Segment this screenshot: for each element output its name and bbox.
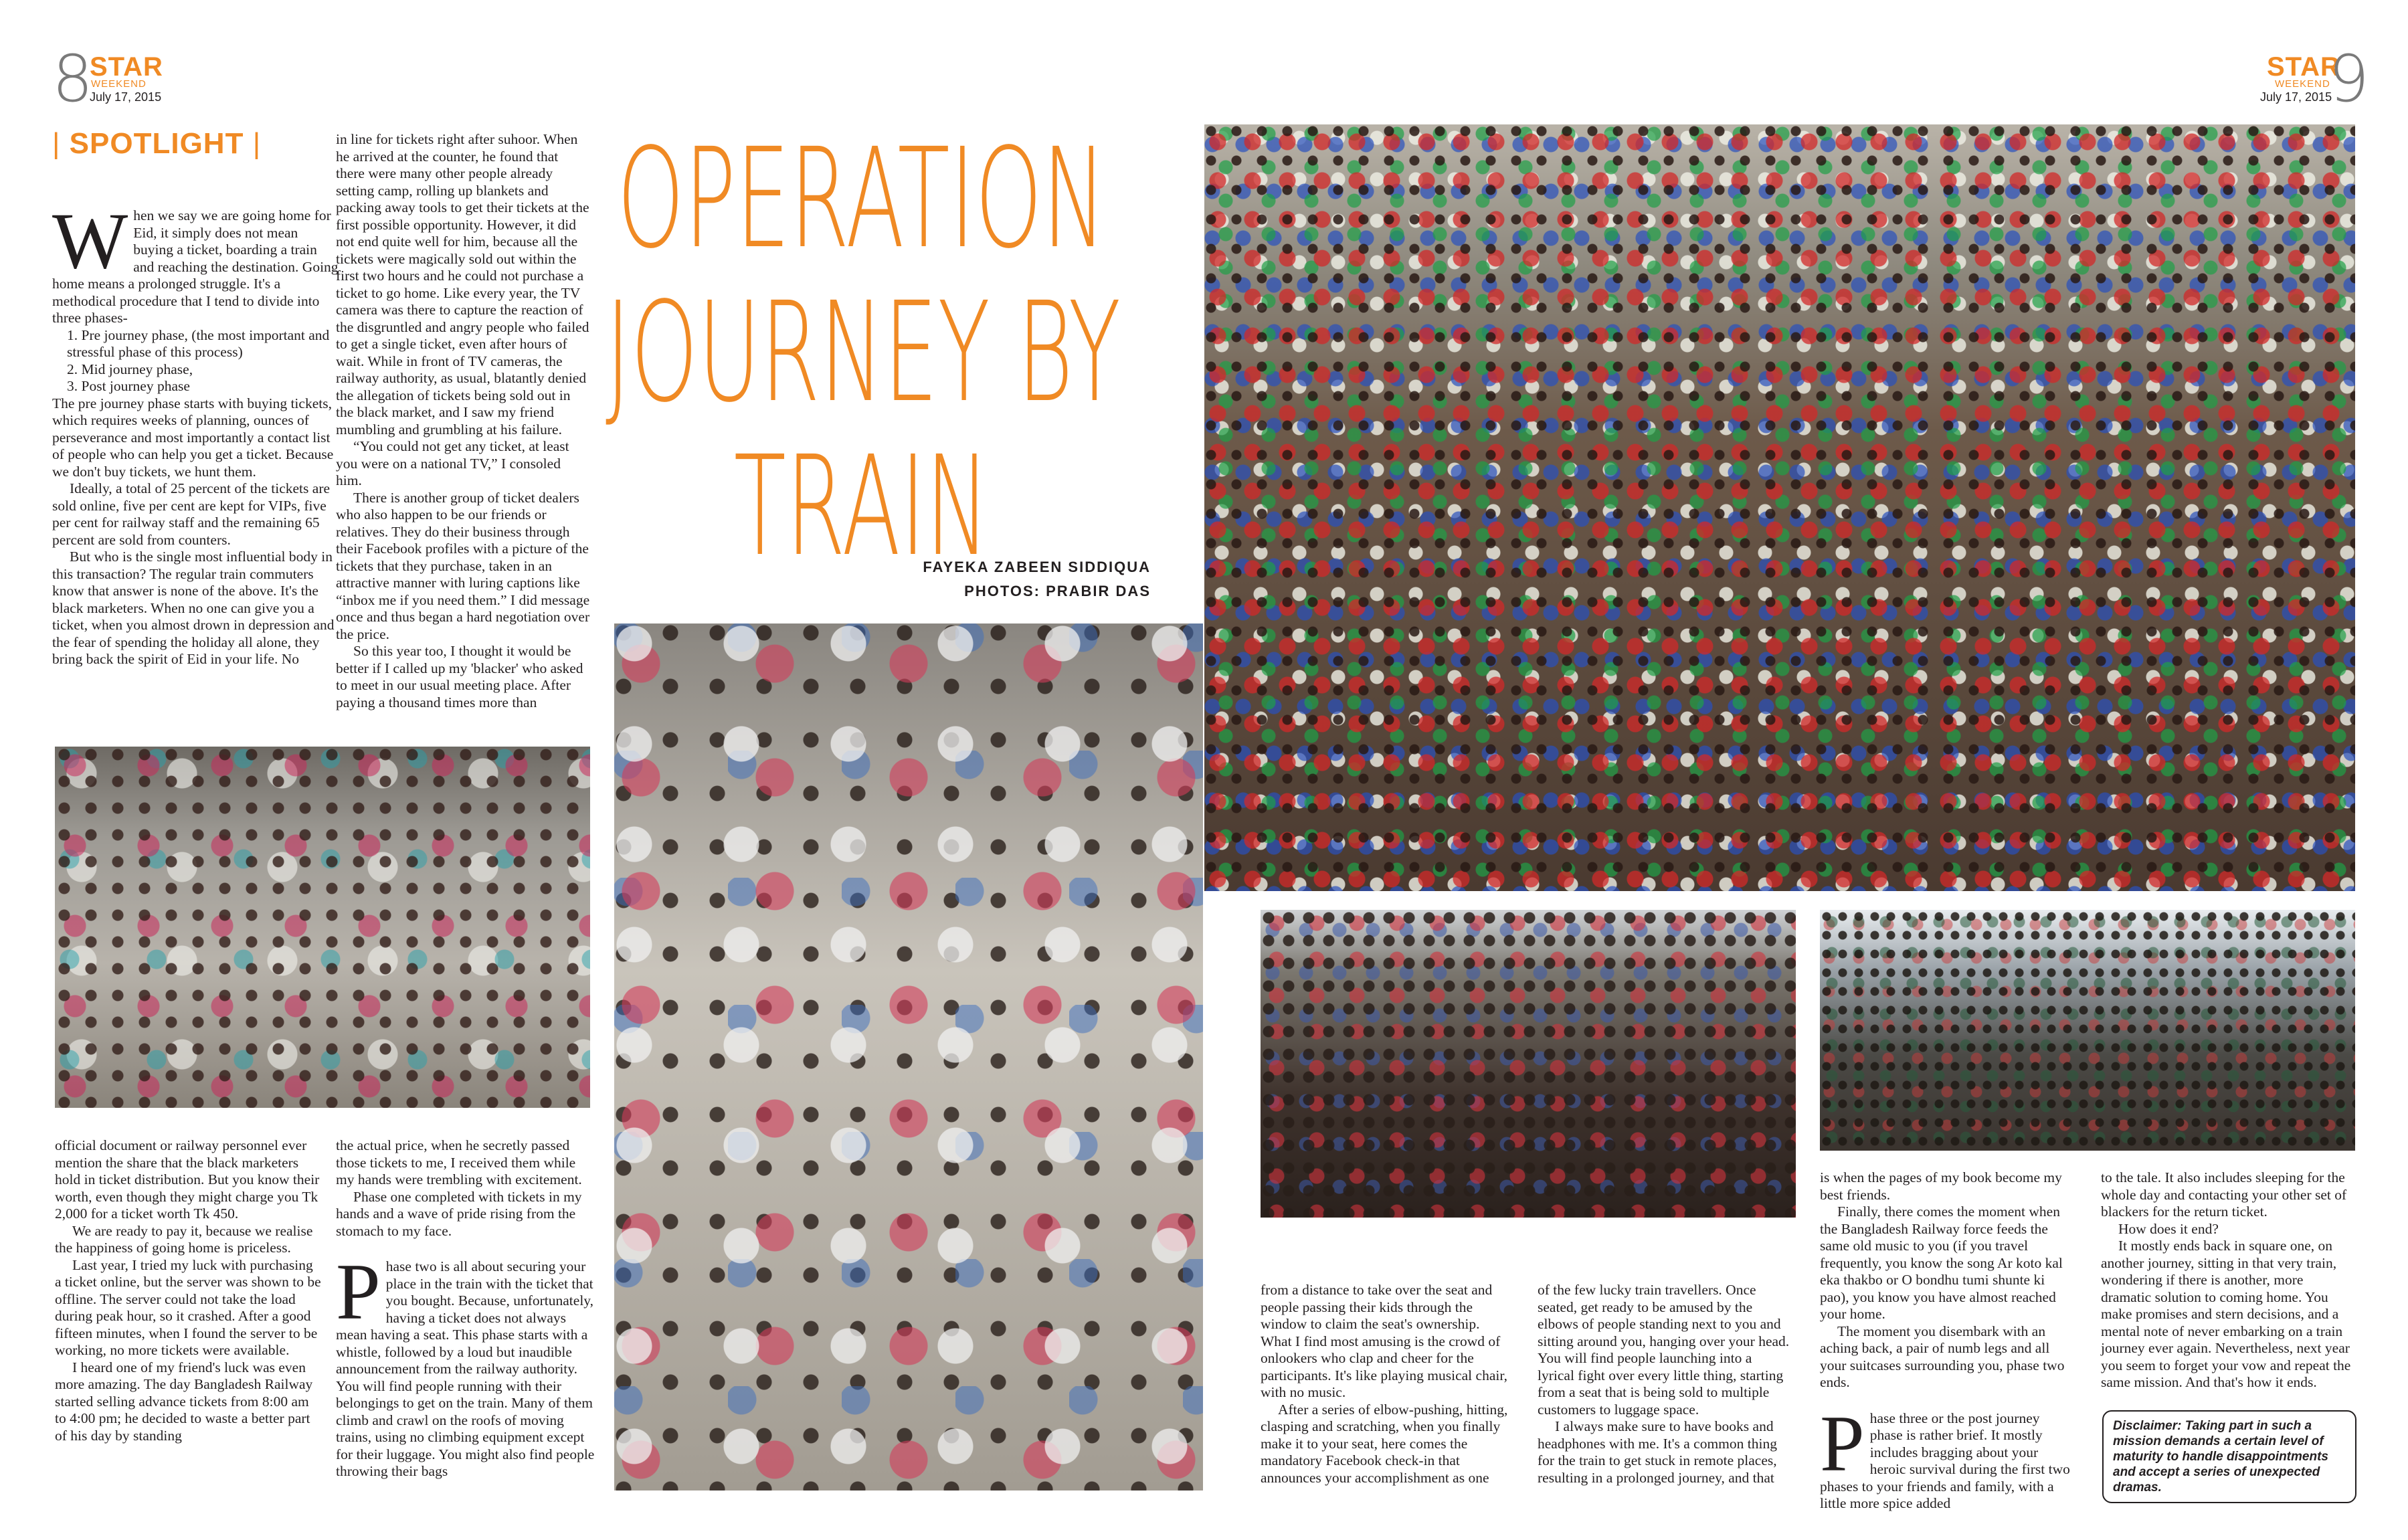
phase-three-paragraph — [1820, 1398, 2074, 1513]
section-text: SPOTLIGHT — [69, 127, 244, 160]
article-column-3 — [55, 1137, 322, 1444]
paragraph: But who is the single most influential body in this transaction? The regular train commuters know that answer is none of the above. It's the black marketers. When no one can give you a ticket, when you almost drown in depression and the fear of spending the holiday all alone, they bring back the spirit of Eid in your life. No — [52, 549, 335, 667]
dropcap-p: P — [336, 1247, 381, 1336]
headline-line-2: JOURNEY BY — [606, 272, 1121, 433]
phase-list-item: 2. Mid journey phase, — [67, 361, 193, 377]
photo-people-sitting-on-floor — [55, 747, 590, 1108]
paragraph: I heard one of my friend's luck was even more amazing. The day Bangladesh Railway started selling advance tickets from 8:00 am to 4:00 pm; he decided to waste a better part of his day by standing — [55, 1359, 313, 1444]
paragraph: “You could not get any ticket, at least you were on a national TV,” I consoled him. — [336, 438, 569, 488]
dropcap-w: W — [52, 196, 128, 285]
paragraph: So this year too, I thought it would be better if I called up my 'blacker' who asked to meet in our usual meeting place. After paying a thousand times more than — [336, 643, 583, 710]
paragraph: official document or railway personnel ever mention the share that the black marketers hold in ticket distribution. But you know their worth, even though they might charge you Tk 2,000 for a ticket worth Tk 450. — [55, 1137, 320, 1222]
dropcap-p: P — [1820, 1398, 1865, 1488]
paragraph: is when the pages of my book become my best friends. — [1820, 1169, 2062, 1203]
paragraph: It mostly ends back in square one, on another journey, sitting in that very train, wondering if there is another, more dramatic solution to coming home. You make promises and stern decisions, and a mental note of never embarking on a train journey ever again. Nevertheless, next year you seem to forget your vow and repeat the same mission. And that's how it ends. — [2101, 1238, 2351, 1390]
paragraph: Ideally, a total of 25 percent of the tickets are sold online, five per cent are kept for VIPs, five per cent for railway staff and the remaining 65 percent are sold from counters. — [52, 480, 331, 548]
date-right: July 17, 2015 — [2260, 90, 2332, 104]
phase-three-text: hase three or the post journey phase is rather brief. It mostly includes bragging about your heroic survival during the first two phases to your friends and family, with a little more spice added — [1820, 1410, 2070, 1511]
paragraph: from a distance to take over the seat and people passing their kids through the window to claim the seat's ownership. What I find most amusing is the crowd of onlookers who clap and cheer for the participants. It's like playing musical chair, with no music. — [1261, 1282, 1508, 1400]
headline-line-1: OPERATION — [617, 118, 1107, 279]
article-column-7 — [1820, 1169, 2074, 1513]
phase-list-item: 1. Pre journey phase, (the most important and stressful phase of this process) — [67, 326, 330, 360]
phase-two-text: hase two is all about securing your place in the train with the ticket that you bought. Because, unfortunately, having a ticket does not always mean having a seat. This phase starts with a whistle, followed by a loud but inaudible announcement from the railway authority. You will find people running with their belongings to get on the train. Many of them climb and crawl on the roofs of moving trains, using no climbing equipment except for their luggage. You might also find people throwing their bags — [336, 1258, 595, 1479]
right-page-number: 9 — [2328, 41, 2370, 116]
article-column-4 — [336, 1137, 595, 1480]
section-bar-right: | — [252, 127, 262, 160]
left-page-number: 8 — [52, 41, 94, 116]
intro-paragraph: hen we say we are going home for Eid, it simply does not mean buying a ticket, boarding a train and reaching the destination. Going home means a prolonged struggle. It's a methodical procedure that I tend to divide into three phases- — [52, 207, 339, 326]
star-logo-right: STAR — [2267, 52, 2340, 82]
paragraph: Phase one completed with tickets in my hands and a wave of pride rising from the stomach to my face. — [336, 1188, 582, 1239]
paragraph: After a series of elbow-pushing, hitting, clasping and scratching, when you finally make it to your seat, here comes the mandatory Facebook check-in that announces your accomplishment as one — [1261, 1401, 1508, 1486]
article-column-6 — [1538, 1282, 1792, 1486]
weekend-label-right: WEEKEND — [2275, 78, 2330, 90]
paragraph: I always make sure to have books and headphones with me. It's a common thing for the train to get stuck in remote places, resulting in a prolonged journey, and that — [1538, 1418, 1777, 1486]
photo-crowded-train-roof — [1261, 910, 1796, 1218]
date-left: July 17, 2015 — [90, 90, 162, 104]
headline — [606, 118, 1121, 587]
headline-line-3: TRAIN — [733, 426, 990, 587]
paragraph: The pre journey phase starts with buying tickets, which requires weeks of planning, ounces of perseverance and most importantly a contact list of people who can help you get a ticket. Because we don't buy tickets, we hunt them. — [52, 395, 334, 480]
paragraph: to the tale. It also includes sleeping for the whole day and contacting your other set of blackers for the return ticket. — [2101, 1169, 2347, 1220]
paragraph: in line for tickets right after suhoor. When he arrived at the counter, he found that there were many other people already setting camp, rolling up blankets and packing away tools to get their tickets at the first possible opportunity. However, it did not end quite well for him, because all the tickets were magically sold out within the first two hours and he could not purchase a ticket to go home. Like every year, the TV camera was there to capture the reaction of the disgruntled and angry people who failed to get a single ticket, even after hours of wait. While in front of TV cameras, the railway authority, as usual, blatantly denied the allegation of tickets being sold out in the black market, and I saw my friend mumbling and grumbling at his failure. — [336, 131, 589, 438]
photo-platform-crowd — [1820, 910, 2355, 1151]
paragraph: We are ready to pay it, because we realise the happiness of going home is priceless. — [55, 1222, 313, 1256]
article-column-1 — [52, 196, 341, 668]
photo-ticket-queue-crowd — [1204, 124, 2355, 891]
paragraph: The moment you disembark with an aching back, a pair of numb legs and all your suitcases surrounding you, phase two ends. — [1820, 1323, 2065, 1390]
paragraph: There is another group of ticket dealers who also happen to be our friends or relatives. They do their business through their Facebook profiles with a picture of the tickets that they purchase, taken in an attractive manner with luring captions like “inbox me if you need them.” I did message once and thus began a hard negotiation over the price. — [336, 489, 590, 642]
photo-credit: PHOTOS: PRABIR DAS — [964, 583, 1151, 599]
paragraph: How does it end? — [2118, 1220, 2219, 1237]
byline — [843, 555, 1151, 603]
paragraph: of the few lucky train travellers. Once seated, get ready to be amused by the elbows of people standing next to you and sitting around you, hanging over your head. You will find people launching into a lyrical fight over every little thing, starting from a seat that is being sold to multiple customers to luggage space. — [1538, 1282, 1790, 1418]
paragraph: the actual price, when he secretly passed those tickets to me, I received them while my hands were trembling with excitement. — [336, 1137, 582, 1187]
article-column-8 — [2101, 1169, 2355, 1391]
section-label — [52, 127, 261, 161]
disclaimer-box: Disclaimer: Taking part in such a mission demands a certain level of maturity to handle disappointments and accept a series of unexpected dramas. — [2102, 1410, 2356, 1503]
phase-two-paragraph — [336, 1247, 595, 1480]
star-logo-left: STAR — [90, 52, 163, 82]
article-column-2 — [336, 131, 590, 711]
photo-women-waiting-at-station — [614, 623, 1203, 1490]
paragraph: Finally, there comes the moment when the Bangladesh Railway force feeds the same old music to you (if you travel frequently, you know the song Ar koto kal eka thakbo or O bondhu tumi shunte ki pao), you know you have almost reached your home. — [1820, 1204, 2063, 1322]
weekend-label-left: WEEKEND — [91, 78, 147, 90]
paragraph: Last year, I tried my luck with purchasing a ticket online, but the server was shown to be offline. The server could not take the load during peak hour, so it crashed. After a good fifteen minutes, when I found the server to be working, no more tickets were available. — [55, 1256, 321, 1358]
author-name: FAYEKA ZABEEN SIDDIQUA — [923, 559, 1151, 575]
section-bar-left: | — [52, 127, 61, 160]
phase-list-item: 3. Post journey phase — [67, 378, 190, 394]
article-column-5 — [1261, 1282, 1509, 1486]
